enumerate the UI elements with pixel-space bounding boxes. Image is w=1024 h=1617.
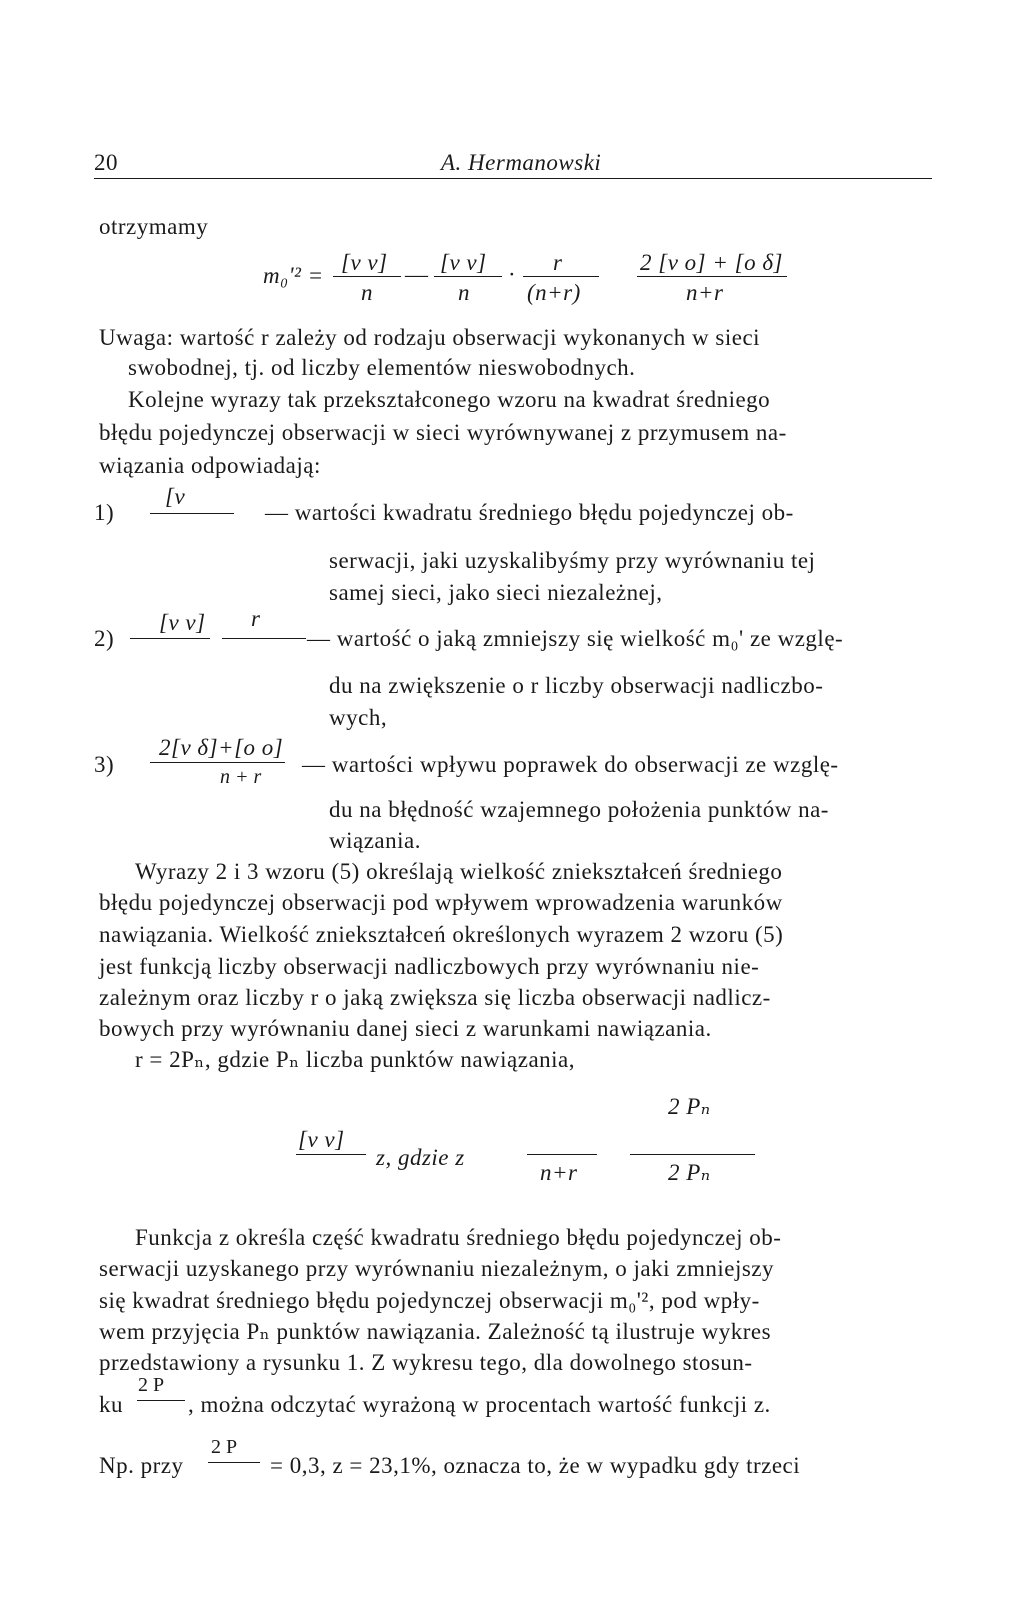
formula-1-term2-denominator: n: [458, 280, 470, 305]
formula-2-main-bar: [630, 1154, 755, 1155]
formula-1-lhs: m₀'² =: [263, 263, 324, 288]
formula-2-vv: [v v]: [298, 1127, 345, 1152]
para2-line-4: jest funkcją liczby obserwacji nadliczbowych przy wyrównaniu nie-: [99, 954, 760, 979]
item-2-fraction-2-bar: [222, 638, 306, 639]
para2-line-1: Wyrazy 2 i 3 wzoru (5) określają wielkość zniekształceń średniego: [135, 859, 783, 884]
formula-1-term4-denominator: n+r: [686, 280, 724, 305]
note-line-2: swobodnej, tj. od liczby elementów nieswobodnych.: [128, 355, 636, 380]
item-1-fraction-numerator: [v: [165, 484, 186, 509]
formula-2-nr-bar: [527, 1154, 597, 1155]
formula-2-vv-bar: [296, 1154, 366, 1155]
item-1-text-1: — wartości kwadratu średniego błędu pojedynczej ob-: [265, 500, 794, 525]
item-2-text-2: du na zwiększenie o r liczby obserwacji nadliczbo-: [329, 673, 824, 698]
item-1-text-3: samej sieci, jako sieci niezależnej,: [329, 580, 663, 605]
ku-prefix: ku: [99, 1392, 123, 1417]
item-1-fraction-bar: [150, 513, 234, 514]
note-line-1: Uwaga: wartość r zależy od rodzaju obserwacji wykonanych w sieci: [99, 325, 761, 350]
formula-2-nr: n+r: [540, 1160, 578, 1185]
formula-1-term3-bar: [523, 276, 599, 277]
header-rule: [94, 178, 932, 179]
np-prefix: Np. przy: [99, 1453, 184, 1478]
para3-line-5: przedstawiony a rysunku 1. Z wykresu tego, dla dowolnego stosun-: [99, 1350, 753, 1375]
np-fraction-numerator: 2 P: [211, 1436, 238, 1458]
item-1-number: 1): [94, 500, 115, 525]
item-2-text-3: wych,: [329, 705, 388, 730]
formula-1-term1-bar: [333, 276, 401, 277]
item-2-number: 2): [94, 626, 115, 651]
para2-line-7: r = 2Pₙ, gdzie Pₙ liczba punktów nawiązania,: [135, 1047, 576, 1072]
para2-line-6: bowych przy wyrównaniu danej sieci z warunkami nawiązania.: [99, 1016, 712, 1041]
item-2-fraction-numerator: [v v]: [159, 610, 206, 635]
para2-line-5: zależnym oraz liczby r o jaką zwiększa się liczba obserwacji nadlicz-: [99, 985, 771, 1010]
para3-line-1: Funkcja z określa część kwadratu średniego błędu pojedynczej ob-: [135, 1225, 782, 1250]
formula-1-term3-numerator: r: [553, 250, 563, 275]
formula-1-term4-bar: [637, 276, 787, 277]
formula-2-z-text: z, gdzie z: [376, 1145, 465, 1170]
np-text: = 0,3, z = 23,1%, oznacza to, że w wypadku gdy trzeci: [270, 1453, 801, 1478]
ku-text: , można odczytać wyrażoną w procentach wartość funkcji z.: [188, 1392, 771, 1417]
item-3-text-3: wiązania.: [329, 828, 421, 853]
formula-1-term2-bar: [434, 276, 502, 277]
formula-2-bottom-denominator: 2 Pₙ: [668, 1160, 711, 1185]
item-3-number: 3): [94, 752, 115, 777]
formula-1-term1-denominator: n: [361, 280, 373, 305]
item-3-fraction-numerator: 2[v δ]+[o o]: [159, 735, 284, 760]
item-2-fraction-bar: [130, 638, 210, 639]
formula-1-term3-denominator: (n+r): [527, 280, 581, 305]
formula-1-term2-numerator: [v v]: [440, 250, 487, 275]
formula-1-term1-numerator: [v v]: [341, 250, 388, 275]
intro-text: otrzymamy: [99, 214, 209, 239]
running-title: A. Hermanowski: [441, 150, 602, 175]
formula-2-top-numerator: 2 Pₙ: [668, 1094, 711, 1119]
page-number: 20: [94, 150, 118, 175]
para2-line-3: nawiązania. Wielkość zniekształceń określonych wyrazem 2 wzoru (5): [99, 922, 784, 947]
ku-fraction-numerator: 2 P: [138, 1374, 165, 1396]
formula-1-minus: —: [405, 262, 429, 287]
item-3-fraction-bar: [150, 762, 285, 763]
para3-line-3: się kwadrat średniego błędu pojedynczej obserwacji m₀'², pod wpły-: [99, 1288, 760, 1313]
formula-1-dot: ·: [508, 262, 517, 287]
item-2-text-1: — wartość o jaką zmniejszy się wielkość m₀' ze wzglę-: [307, 626, 844, 651]
ku-fraction-bar: [137, 1400, 185, 1401]
item-1-text-2: serwacji, jaki uzyskalibyśmy przy wyrównaniu tej: [329, 548, 816, 573]
item-2-fraction-2-numerator: r: [251, 606, 261, 631]
para3-line-4: wem przyjęcia Pₙ punktów nawiązania. Zależność tą ilustruje wykres: [99, 1319, 772, 1344]
para1-line-1: Kolejne wyrazy tak przekształconego wzoru na kwadrat średniego: [128, 387, 771, 412]
para3-line-2: serwacji uzyskanego przy wyrównaniu niezależnym, o jaki zmniejszy: [99, 1256, 774, 1281]
para1-line-3: wiązania odpowiadają:: [99, 453, 321, 478]
item-3-text-2: du na błędność wzajemnego położenia punktów na-: [329, 797, 829, 822]
para2-line-2: błędu pojedynczej obserwacji pod wpływem wprowadzenia warunków: [99, 890, 783, 915]
item-3-text-1: — wartości wpływu poprawek do obserwacji ze wzglę-: [302, 752, 839, 777]
item-3-fraction-denominator: n + r: [220, 766, 262, 788]
formula-1-term4-numerator: 2 [v o] + [o δ]: [640, 250, 783, 275]
np-fraction-bar: [208, 1462, 260, 1463]
para1-line-2: błędu pojedynczej obserwacji w sieci wyrównywanej z przymusem na-: [99, 420, 787, 445]
